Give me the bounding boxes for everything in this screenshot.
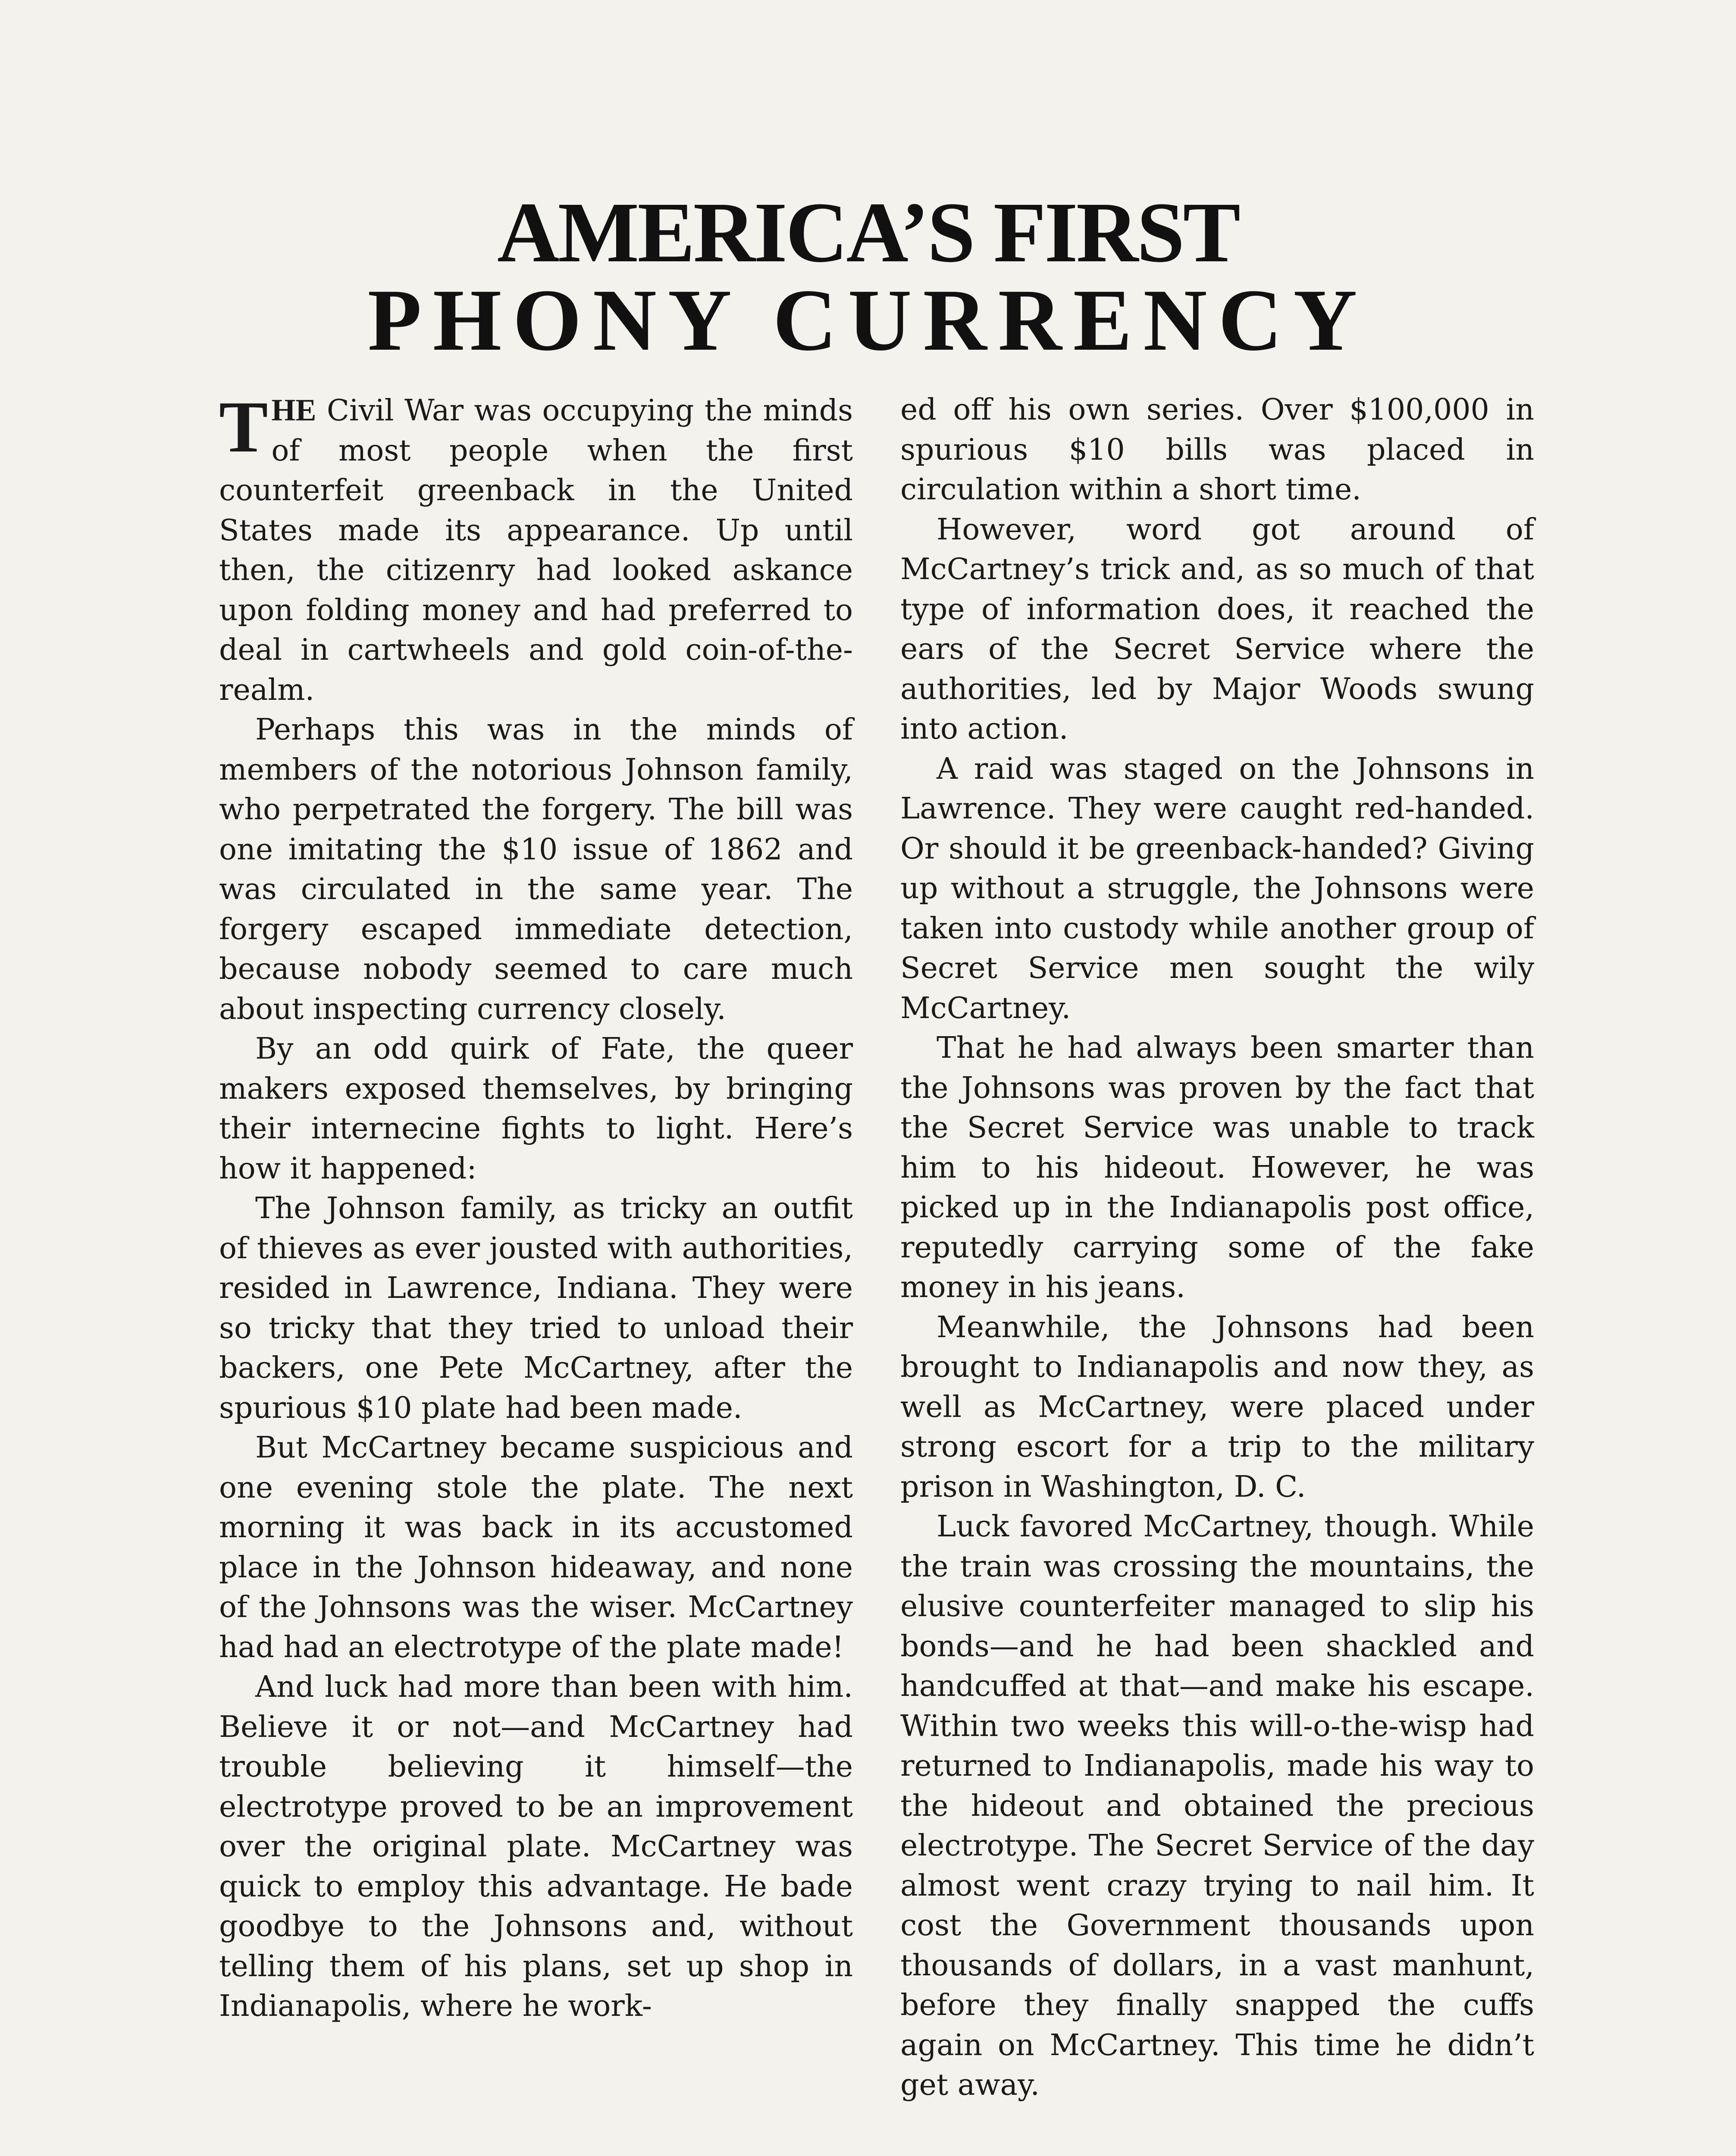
article-paragraph: But McCartney became suspicious and one evening stole the plate. The next morning it was back in its accustomed place in the Johnson hideaway, and none of the Johnsons was the wiser. McCartney had had an electrotype of the plate made! [219, 1431, 853, 1664]
article-paragraph: That he had always been smarter than the Johnsons was proven by the fact that the Secret Service was unable to track him to his hideout. However, he was picked up in the Indianapolis post office, reputedly carrying some of the fake money in his jeans. [900, 1031, 1534, 1304]
article-column-right [900, 390, 1534, 2106]
paragraph-text: Civil War was occupying the minds of most people when the first counterfeit greenback in the United States made its appearance. Up until then, the citizenry had looked askance upon folding money and had preferred to deal in cartwheels and gold coin-of-the-realm. [219, 394, 853, 707]
article-column-left [219, 386, 853, 2027]
article-paragraph: The Johnson family, as tricky an outfit of thieves as ever jousted with authorities, resided in Lawrence, Indiana. They were so tricky that they tried to unload their backers, one Pete McCartney, after the spurious $10 plate had been made. [219, 1191, 853, 1425]
lead-caps: HE [271, 393, 316, 427]
article-paragraph: However, word got around of McCartney’s trick and, as so much of that type of information does, it reached the ears of the Secret Service where the authorities, led by Major Woods swung into action. [900, 512, 1534, 746]
article-paragraph: Meanwhile, the Johnsons had been brought to Indianapolis and now they, as well as McCartney, were placed under strong escort for a trip to the military prison in Washington, D. C. [900, 1310, 1534, 1504]
article-paragraph: Perhaps this was in the minds of members of the notorious Johnson family, who perpetrated the forgery. The bill was one imitating the $10 issue of 1862 and was circulated in the same year. The forgery escaped immediate detection, because nobody seemed to care much about inspecting currency closely. [219, 713, 853, 1026]
article-paragraph: And luck had more than been with him. Believe it or not—and McCartney had trouble believing it himself—the electrotype proved to be an improvement over the original plate. McCartney was quick to employ this advantage. He bade goodbye to the Johnsons and, without telling them of his plans, set up shop in Indianapolis, where he work- [219, 1670, 853, 2023]
article-paragraph: ed off his own series. Over $100,000 in spurious $10 bills was placed in circulation within a short time. [900, 393, 1534, 507]
article-paragraph: By an odd quirk of Fate, the queer makers exposed themselves, by bringing their internecine fights to light. Here’s how it happened: [219, 1032, 853, 1186]
article-title-line-1: AMERICA’S FIRST [497, 185, 1239, 280]
article-paragraph: Luck favored McCartney, though. While the train was crossing the mountains, the elusive counterfeiter managed to slip his bonds—and he had been shackled and handcuffed at that—and make his escape. Within two weeks this will-o-the-wisp had returned to Indianapolis, made his way to the hideout and obtained the precious electrotype. The Secret Service of the day almost went crazy trying to nail him. It cost the Government thousands upon thousands of dollars, in a vast manhunt, before they finally snapped the cuffs again on McCartney. This time he didn’t get away. [900, 1510, 1534, 2102]
article-title-line-2: PHONY CURRENCY [367, 271, 1369, 369]
article-paragraph: A raid was staged on the Johnsons in Lawrence. They were caught red-handed. Or should it be greenback-handed? Giving up without a struggle, the Johnsons were taken into custody while another group of Secret Service men sought the wily McCartney. [900, 752, 1534, 1025]
article-paragraph [219, 386, 853, 710]
drop-cap: T [219, 386, 268, 467]
